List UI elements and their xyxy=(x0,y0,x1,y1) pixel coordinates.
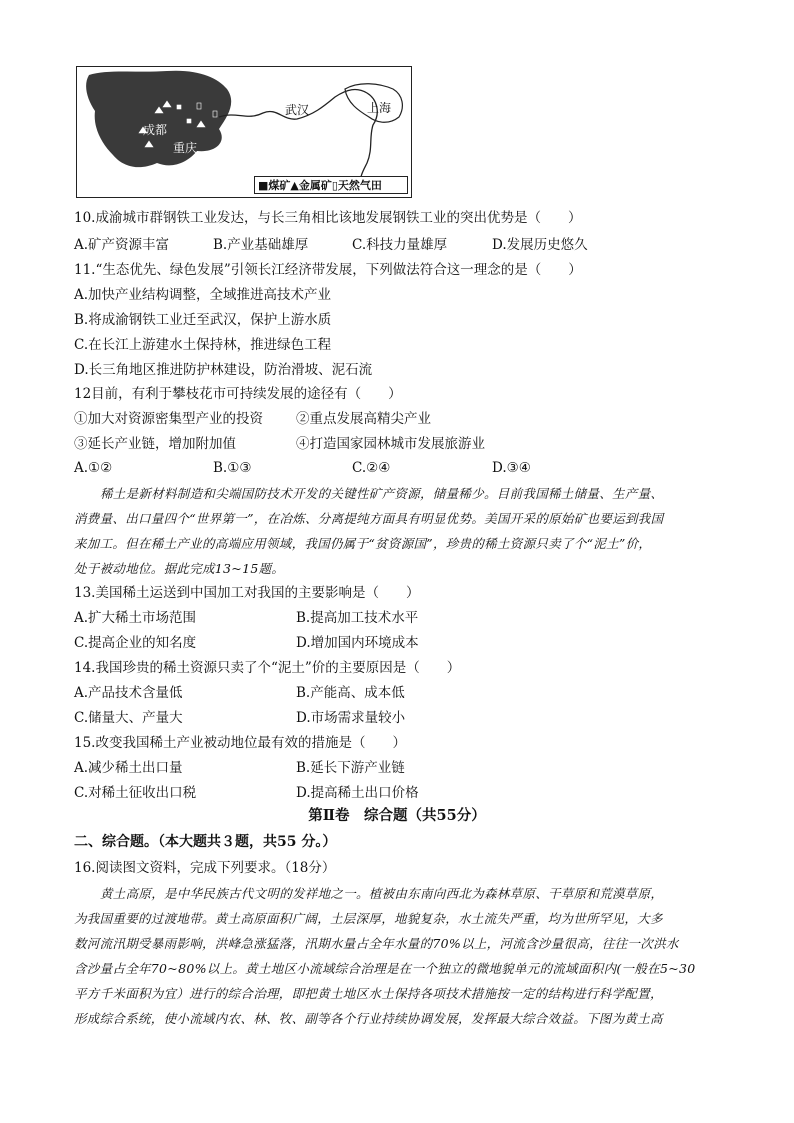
passage2-line-5: 平方千米面积为宜）进行的综合治理，即把黄土地区水土保持各项技术措施按一定的结构进行科学配置， xyxy=(74,986,663,1001)
q11-option-a: A.加快产业结构调整，全域推进高技术产业 xyxy=(74,287,332,303)
q12-option-a: A.①② xyxy=(74,460,113,476)
q10-option-a: A.矿产资源丰富 xyxy=(74,237,170,253)
q13-option-a: A.扩大稀土市场范围 xyxy=(74,610,197,626)
section2-title: 第Ⅱ卷 综合题（共55分） xyxy=(308,807,486,824)
q14-option-d: D.市场需求量较小 xyxy=(296,710,406,726)
passage2-line-4: 含沙量占全年70~80%以上。黄土地区小流域综合治理是在一个独立的微地貌单元的流域面积内(一般在5~30 xyxy=(74,961,696,976)
q13-option-d: D.增加国内环境成本 xyxy=(296,635,419,651)
q14-option-a: A.产品技术含量低 xyxy=(74,685,183,701)
q14-option-b: B.产能高、成本低 xyxy=(296,685,405,701)
q13-stem: 13.美国稀土运送到中国加工对我国的主要影响是（ ） xyxy=(74,585,420,601)
passage2-line-6: 形成综合系统，使小流域内农、林、牧、副等各个行业持续协调发展，发挥最大综合效益。下图为黄土高 xyxy=(74,1011,663,1026)
map-legend: ■煤矿▲金属矿▯天然气田 xyxy=(254,176,408,194)
q10-option-b: B.产业基础雄厚 xyxy=(213,237,309,253)
q12-item-4: ④打造国家园林城市发展旅游业 xyxy=(296,436,485,452)
q13-option-c: C.提高企业的知名度 xyxy=(74,635,197,651)
q15-option-a: A.减少稀土出口量 xyxy=(74,760,183,776)
q14-stem: 14.我国珍贵的稀土资源只卖了个“泥土”价的主要原因是（ ） xyxy=(74,660,461,676)
passage1-line-3: 来加工。但在稀土产业的高端应用领域，我国仍属于“贫资源国”，珍贵的稀土资源只卖了个“泥土”价， xyxy=(74,536,652,551)
q11-option-b: B.将成渝钢铁工业迁至武汉，保护上游水质 xyxy=(74,312,332,328)
q11-stem: 11.“生态优先、绿色发展”引领长江经济带发展，下列做法符合这一理念的是（ ） xyxy=(74,262,582,278)
passage1-line-1: 稀土是新材料制造和尖端国防技术开发的关键性矿产资源，储量稀少。目前我国稀土储量、生产量、 xyxy=(100,486,664,501)
q12-option-b: B.①③ xyxy=(213,460,252,476)
q11-option-c: C.在长江上游建水土保持林，推进绿色工程 xyxy=(74,337,332,353)
map-label-wuhan: 武汉 xyxy=(285,103,310,117)
q12-item-2: ②重点发展高精尖产业 xyxy=(296,411,431,427)
sichuan-basin-region xyxy=(86,71,231,167)
q16-stem: 16.阅读图文资料，完成下列要求。（18分） xyxy=(74,860,336,876)
q15-option-b: B.延长下游产业链 xyxy=(296,760,405,776)
q13-option-b: B.提高加工技术水平 xyxy=(296,610,419,626)
section2-heading: 二、综合题。（本大题共３题，共55 分。） xyxy=(74,834,337,850)
q12-option-d: D.③④ xyxy=(492,460,531,476)
q11-option-d: D.长三角地区推进防护林建设，防治滑坡、泥石流 xyxy=(74,362,373,378)
q10-option-d: D.发展历史悠久 xyxy=(492,237,588,253)
passage2-line-1: 黄土高原，是中华民族古代文明的发祥地之一。植被由东南向西北为森林草原、干草原和荒漠草原， xyxy=(100,886,664,901)
map-label-shanghai: 上海 xyxy=(367,101,392,115)
passage1-line-4: 处于被动地位。据此完成13~15题。 xyxy=(74,561,285,576)
q10-option-c: C.科技力量雄厚 xyxy=(352,237,448,253)
q15-option-c: C.对稀土征收出口税 xyxy=(74,785,197,801)
passage2-line-2: 为我国重要的过渡地带。黄土高原面积广阔，土层深厚，地貌复杂，水土流失严重，均为世所罕见，大多 xyxy=(74,911,663,926)
q14-option-c: C.储量大、产量大 xyxy=(74,710,183,726)
q12-option-c: C.②④ xyxy=(352,460,391,476)
q12-stem: 12目前，有利于攀枝花市可持续发展的途径有（ ） xyxy=(74,386,402,402)
coal-mine-symbol xyxy=(187,119,191,123)
q12-item-1: ①加大对资源密集型产业的投资 xyxy=(74,411,263,427)
q15-option-d: D.提高稀土出口价格 xyxy=(296,785,419,801)
q12-item-3: ③延长产业链，增加附加值 xyxy=(74,436,236,452)
passage2-line-3: 数河流汛期受暴雨影响，洪峰急涨猛落，汛期水量占全年水量的70%以上，河流含沙量很高，往往一次洪水 xyxy=(74,936,679,951)
map-label-chengdu: 成都 xyxy=(143,123,168,137)
map-label-chongqing: 重庆 xyxy=(173,141,198,155)
q15-stem: 15.改变我国稀土产业被动地位最有效的措施是（ ） xyxy=(74,735,406,751)
coal-mine-symbol xyxy=(177,105,181,109)
q10-stem: 10.成渝城市群钢铁工业发达，与长三角相比该地发展钢铁工业的突出优势是（ ） xyxy=(74,210,582,226)
passage1-line-2: 消费量、出口量四个“世界第一”，在冶炼、分离提纯方面具有明显优势。美国开采的原始矿也要运到我国 xyxy=(74,511,664,526)
